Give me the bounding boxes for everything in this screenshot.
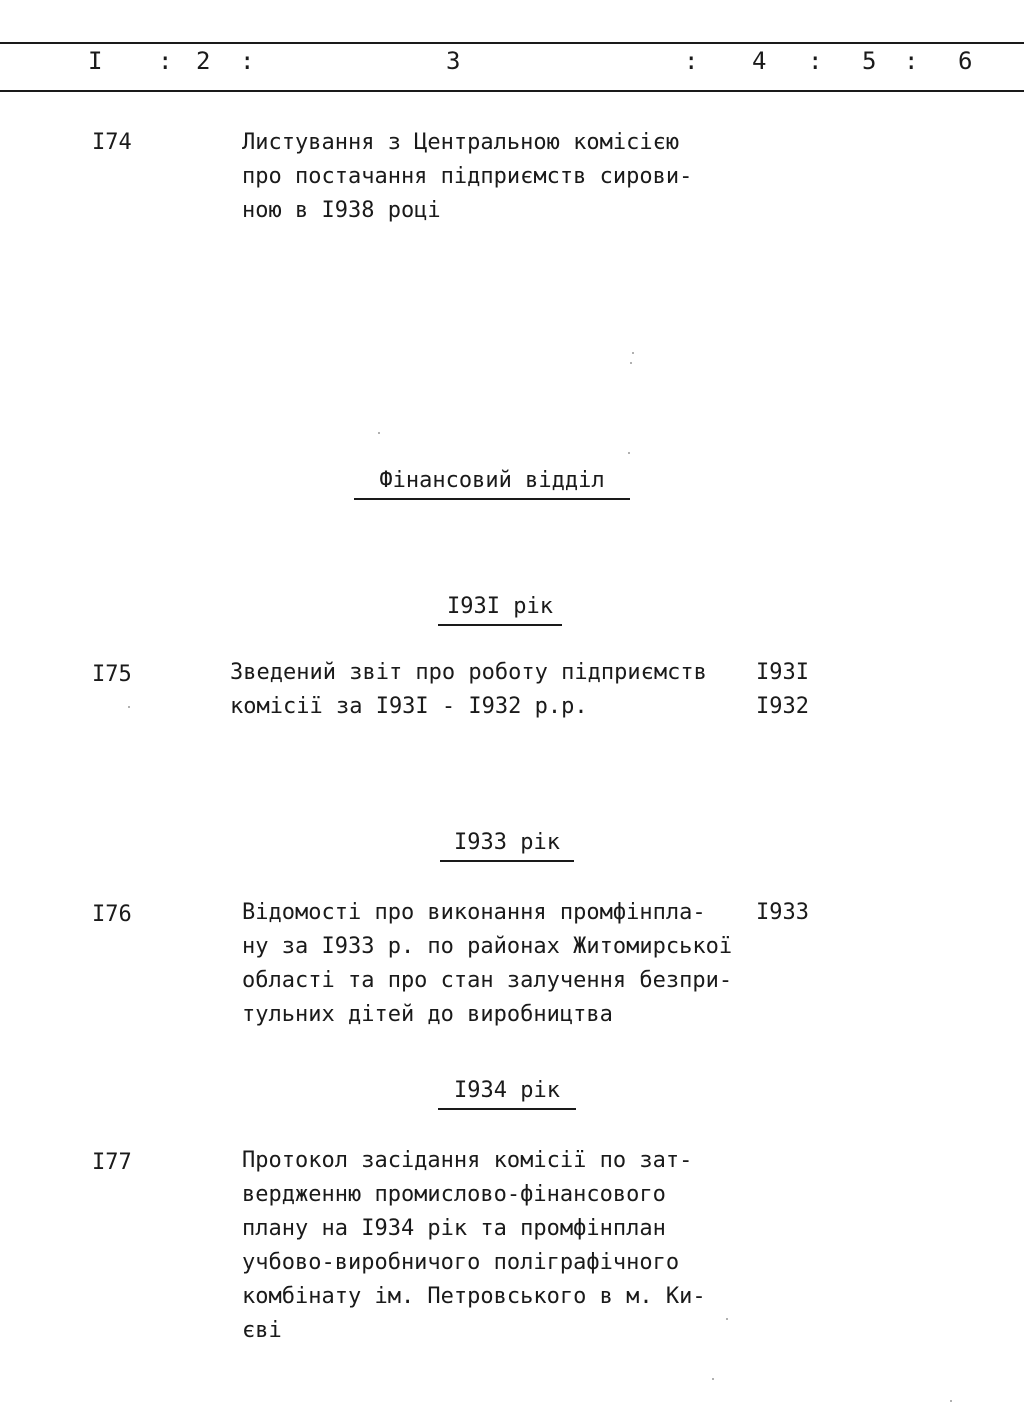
entry-number: I75 xyxy=(92,662,132,687)
header-separator: : xyxy=(904,47,919,75)
entry-years xyxy=(756,656,809,724)
header-col-4: 4 xyxy=(752,47,767,75)
description-line: комбінату ім. Петровського в м. Ки- xyxy=(242,1284,706,1309)
header-separator: : xyxy=(684,47,699,75)
scan-speck xyxy=(950,1400,952,1402)
year-heading: I933 рік xyxy=(440,828,574,862)
header-col-1: I xyxy=(88,47,103,75)
entry-number: I76 xyxy=(92,902,132,927)
description-line: ну за I933 р. по районах Житомирської xyxy=(242,934,733,959)
scan-speck xyxy=(712,1378,714,1380)
year-heading: I93I рік xyxy=(438,592,562,626)
scan-speck xyxy=(128,706,130,708)
entry-description xyxy=(230,656,707,724)
scan-speck xyxy=(630,362,632,364)
entry-years xyxy=(756,896,809,930)
entry-description xyxy=(242,896,732,1032)
year-value: I933 xyxy=(756,900,809,925)
description-line: учбово-виробничого поліграфічного xyxy=(242,1250,680,1275)
header-col-3: 3 xyxy=(446,47,461,75)
scan-speck xyxy=(378,432,380,434)
section-heading: Фінансовий відділ xyxy=(354,466,630,500)
description-line: про постачання підприємств сирови- xyxy=(242,164,693,189)
description-line: Зведений звіт про роботу підприємств xyxy=(230,660,707,685)
description-line: області та про стан залучення безпри- xyxy=(242,968,733,993)
description-line: Листування з Центральною комісією xyxy=(242,130,680,155)
scan-speck xyxy=(726,1318,728,1320)
top-rule xyxy=(0,42,1024,44)
description-line: ною в I938 році xyxy=(242,198,441,223)
description-line: Відомості про виконання промфінпла- xyxy=(242,900,706,925)
description-line: тульних дітей до виробництва xyxy=(242,1002,613,1027)
header-separator: : xyxy=(240,47,255,75)
header-bottom-rule xyxy=(0,90,1024,92)
header-separator: : xyxy=(158,47,173,75)
header-separator: : xyxy=(808,47,823,75)
entry-number: I74 xyxy=(92,130,132,155)
description-line: плану на I934 рік та промфінплан xyxy=(242,1216,666,1241)
scan-speck xyxy=(632,352,634,354)
year-value: I93I xyxy=(756,660,809,685)
entry-description xyxy=(242,1144,706,1348)
description-line: Протокол засідання комісії по зат- xyxy=(242,1148,693,1173)
header-col-6: 6 xyxy=(958,47,973,75)
header-col-2: 2 xyxy=(196,47,211,75)
description-line: комісії за I93I - I932 р.р. xyxy=(230,694,588,719)
year-heading: I934 рік xyxy=(438,1076,576,1110)
description-line: вердженню промислово-фінансового xyxy=(242,1182,666,1207)
description-line: єві xyxy=(242,1318,282,1343)
year-value: I932 xyxy=(756,694,809,719)
header-col-5: 5 xyxy=(862,47,877,75)
scan-speck xyxy=(628,452,630,454)
entry-description xyxy=(242,126,692,228)
entry-number: I77 xyxy=(92,1150,132,1175)
